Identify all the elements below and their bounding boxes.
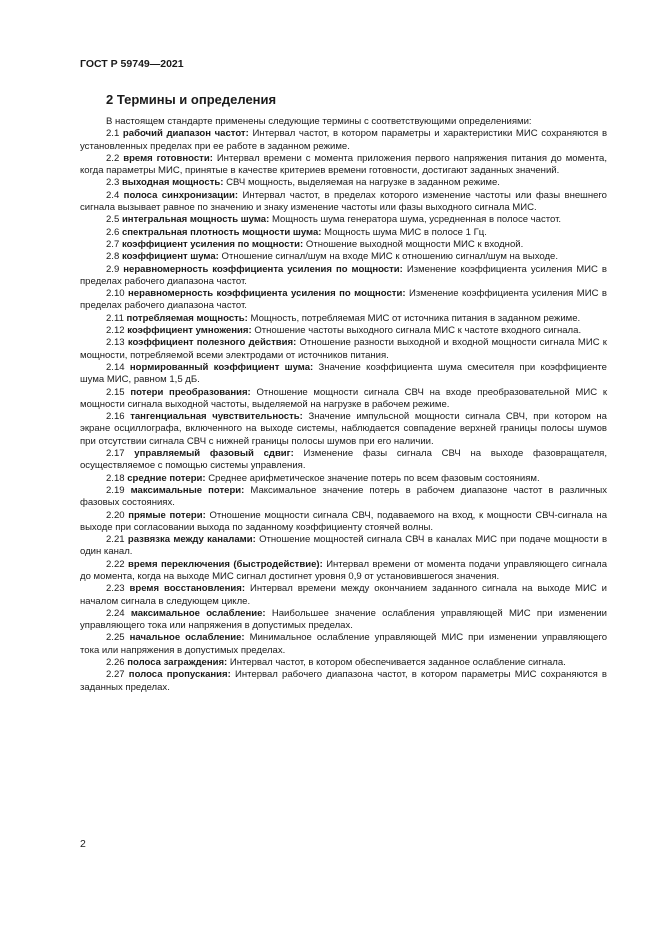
- term-definition: [80, 325, 607, 337]
- term-number: 2.22: [106, 558, 125, 570]
- term-definition: [80, 559, 607, 584]
- term-name: средние потери:: [127, 472, 206, 484]
- term-name: потери преобразования:: [130, 386, 251, 398]
- term-number: 2.10: [106, 288, 125, 300]
- term-text: Отношение сигнал/шум на входе МИС к отношению сигнал/шум на выходе.: [221, 251, 559, 263]
- term-definition: [80, 657, 607, 669]
- term-name: нормированный коэффициент шума:: [129, 361, 314, 373]
- term-name: максимальные потери:: [130, 484, 245, 496]
- term-text: Максимальное значение потерь в рабочем диапазоне частот в различных фазовых состояниях.: [80, 484, 607, 509]
- term-name: коэффициент усиления по мощности:: [121, 238, 304, 250]
- term-text: Интервал частот, в пределах которого изменение частоты или фазы внешнего сигнала вызывает равное по значению и знаку изменение частоты или фазы выходного сигнала МИС.: [80, 189, 607, 214]
- term-name: выходная мощность:: [121, 177, 224, 189]
- term-name: максимальное ослабление:: [130, 607, 266, 619]
- term-text: Отношение мощности сигнала СВЧ, подаваемого на вход, к мощности СВЧ-сигнала на выходе при согласовании выхода по заданному коэффициенту стоячей волны.: [80, 509, 608, 533]
- term-text: Мощность, потребляемая МИС от источника питания в заданном режиме.: [250, 312, 581, 324]
- term-number: 2.4: [106, 189, 120, 201]
- term-number: 2.7: [106, 238, 120, 250]
- term-definition: [80, 510, 607, 535]
- intro-paragraph: В настоящем стандарте применены следующие термины с соответствующими определениями:: [106, 116, 532, 127]
- term-definition: [80, 190, 607, 215]
- term-text: Наибольшее значение ослабления управляющей МИС при изменении управляющего тока или напряжения в допустимых пределах.: [80, 607, 607, 632]
- term-text: Интервал частот, в котором обеспечивается заданное ослабление сигнала.: [229, 657, 566, 669]
- term-name: время переключения (быстродействие):: [128, 558, 323, 570]
- term-text: Значение импульсной мощности сигнала СВЧ, при котором на экране осциллографа, включенного на выходе системы, наблюдается совпадение верхней границы полосы шумов при отсутствии сигнала СВЧ с нижней границы полосы шумов при его наличии.: [80, 411, 607, 447]
- term-definition: [80, 251, 607, 263]
- term-definition: [80, 214, 607, 226]
- term-number: 2.19: [106, 484, 125, 496]
- term-number: 2.21: [106, 534, 125, 546]
- term-definition: [80, 669, 607, 694]
- term-name: спектральная плотность мощности шума:: [121, 226, 322, 238]
- term-number: 2.20: [106, 509, 125, 521]
- term-name: развязка между каналами:: [127, 534, 256, 546]
- term-text: Отношение выходной мощности МИС к входной.: [305, 238, 524, 250]
- term-number: 2.17: [106, 448, 125, 460]
- term-definition: [80, 177, 607, 189]
- term-definition: [80, 288, 607, 313]
- term-definition: [80, 387, 607, 412]
- term-text: Мощность шума генератора шума, усредненная в полосе частот.: [271, 214, 562, 226]
- term-definition: [80, 632, 607, 657]
- term-name: коэффициент полезного действия:: [127, 337, 297, 349]
- term-text: Интервал рабочего диапазона частот, в котором параметры МИС сохраняются в заданных пределах.: [80, 669, 608, 693]
- document-body: [80, 116, 607, 694]
- term-number: 2.18: [106, 472, 125, 484]
- term-number: 2.12: [106, 325, 125, 337]
- term-number: 2.1: [106, 128, 120, 140]
- term-text: Отношение мощности сигнала СВЧ на входе преобразовательной МИС к мощности сигнала выходной частоты, выделяемой на нагрузке в рабочем режиме.: [80, 386, 608, 410]
- term-name: потребляемая мощность:: [126, 312, 248, 324]
- term-text: Изменение коэффициента усиления МИС в пределах рабочего диапазона частот.: [80, 288, 607, 312]
- term-number: 2.8: [106, 251, 120, 263]
- term-text: Интервал частот, в котором параметры и характеристики МИС сохраняются в установленных пределах при ее работе в заданном режиме.: [80, 128, 608, 152]
- term-text: Мощность шума МИС в полосе 1 Гц.: [324, 226, 487, 238]
- term-text: Интервал времени между окончанием заданного сигнала на выходе МИС и началом сигнала в следующем цикле.: [80, 583, 608, 607]
- term-definition: [80, 583, 607, 608]
- term-name: коэффициент шума:: [121, 251, 219, 263]
- term-definition: [80, 313, 607, 325]
- term-text: Значение коэффициента шума смесителя при коэффициенте шума МИС, равном 1,5 дБ.: [80, 361, 607, 386]
- term-name: полоса заграждения:: [127, 657, 228, 669]
- term-number: 2.11: [106, 312, 124, 324]
- term-number: 2.13: [106, 337, 125, 349]
- term-definition: [80, 485, 607, 510]
- term-name: время готовности:: [123, 152, 213, 164]
- term-definition: [80, 227, 607, 239]
- term-name: управляемый фазовый сдвиг:: [134, 448, 294, 460]
- term-name: тангенциальная чувствительность:: [130, 411, 303, 423]
- term-number: 2.9: [106, 263, 120, 275]
- term-name: неравномерность коэффициента усиления по мощности:: [128, 288, 406, 300]
- term-number: 2.23: [106, 583, 125, 595]
- term-number: 2.5: [106, 214, 120, 226]
- term-definition: [80, 534, 607, 559]
- term-text: Среднее арифметическое значение потерь по всем фазовым состояниям.: [208, 472, 540, 484]
- term-definition: [80, 128, 607, 153]
- document-header: ГОСТ Р 59749—2021: [80, 58, 184, 70]
- page-number: 2: [80, 838, 86, 850]
- term-name: рабочий диапазон частот:: [122, 128, 249, 140]
- term-text: Интервал времени от момента подачи управляющего сигнала до момента, когда на выходе МИС сигнал достигнет уровня 0,9 от установившегося значения.: [80, 558, 608, 582]
- term-definition: [80, 362, 607, 387]
- term-text: Минимальное ослабление управляющей МИС при изменении управляющего тока или напряжения в допустимых пределах.: [80, 632, 608, 656]
- term-definition: [80, 448, 607, 473]
- term-number: 2.16: [106, 411, 125, 423]
- term-text: Отношение разности выходной и входной мощности сигнала МИС к мощности, потребляемой всеми электродами от источников питания.: [80, 337, 607, 361]
- term-number: 2.6: [106, 226, 120, 238]
- term-text: СВЧ мощность, выделяемая на нагрузке в заданном режиме.: [226, 177, 500, 189]
- term-definition: [80, 264, 607, 289]
- term-number: 2.24: [106, 607, 125, 619]
- term-text: Изменение фазы сигнала СВЧ на выходе фазовращателя, осуществляемое с помощью системы управления.: [80, 448, 607, 472]
- term-number: 2.25: [106, 632, 125, 644]
- term-number: 2.27: [106, 669, 125, 681]
- term-text: Отношение частоты выходного сигнала МИС к частоте входного сигнала.: [254, 325, 582, 337]
- term-name: время восстановления:: [129, 583, 246, 595]
- term-name: прямые потери:: [128, 509, 206, 521]
- term-name: начальное ослабление:: [129, 632, 245, 644]
- term-number: 2.15: [106, 386, 125, 398]
- term-name: интегральная мощность шума:: [121, 214, 270, 226]
- term-definition: [80, 473, 607, 485]
- term-name: полоса синхронизации:: [123, 189, 239, 201]
- term-number: 2.26: [106, 657, 125, 669]
- term-name: коэффициент умножения:: [127, 325, 252, 337]
- term-name: неравномерность коэффициента усиления по мощности:: [123, 263, 403, 275]
- term-definition: [80, 153, 607, 178]
- term-text: Отношение мощностей сигнала СВЧ в каналах МИС при подаче мощности в один канал.: [80, 534, 608, 558]
- term-definition: [80, 608, 607, 633]
- term-text: Интервал времени с момента приложения первого напряжения питания до момента, когда параметры МИС, принятые в качестве критериев времени готовности, достигают заданных значений.: [80, 152, 607, 177]
- term-name: полоса пропускания:: [128, 669, 231, 681]
- term-definition: [80, 337, 607, 362]
- term-number: 2.14: [106, 361, 125, 373]
- term-definition: [80, 239, 607, 251]
- term-number: 2.2: [106, 152, 120, 164]
- term-text: Изменение коэффициента усиления МИС в пределах рабочего диапазона частот.: [80, 263, 607, 287]
- term-definition: [80, 411, 607, 448]
- section-title: 2 Термины и определения: [106, 92, 277, 107]
- terms-list: [80, 128, 607, 694]
- term-number: 2.3: [106, 177, 120, 189]
